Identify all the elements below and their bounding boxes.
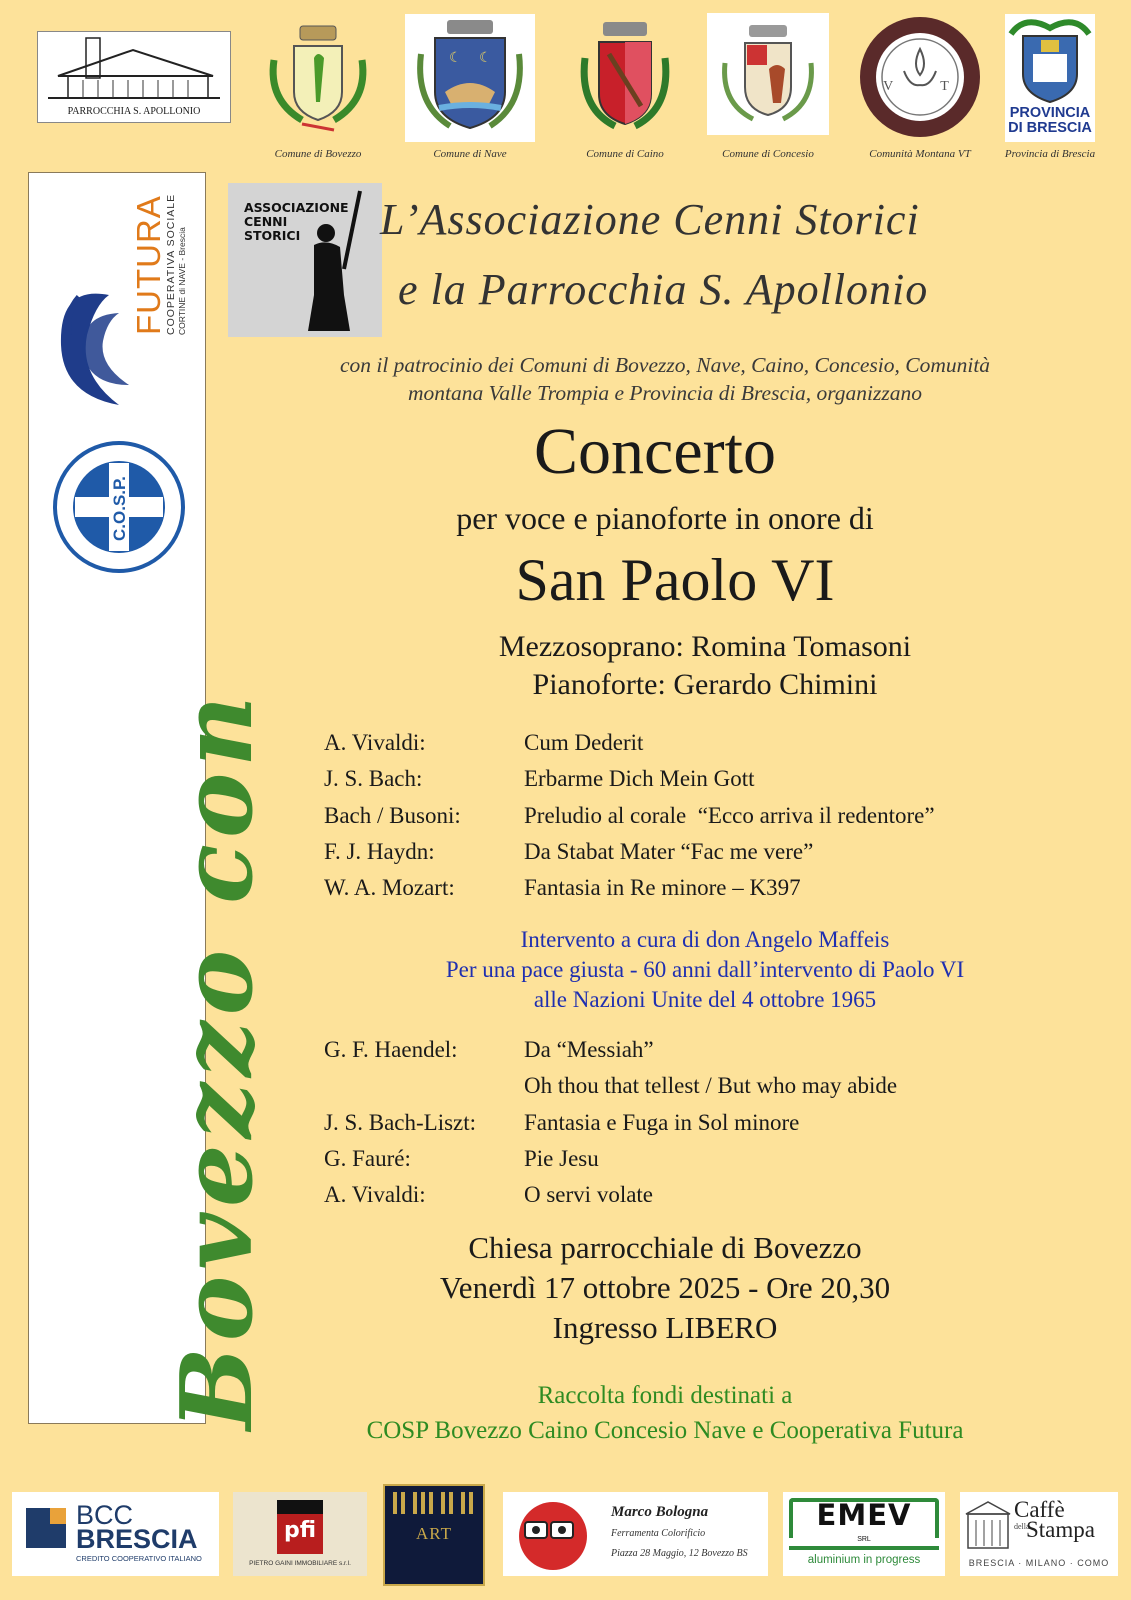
sponsor-caffe-stampa [960,1492,1118,1576]
emev-name: EMEV [816,1498,912,1532]
soldier-silhouette-icon [228,183,382,337]
piano-keys-icon [385,1492,483,1522]
title-line-2: e la Parrocchia S. Apollonio [398,265,929,314]
concert-heading: Concerto [534,415,776,488]
crest-nave [405,14,535,142]
church-icon [38,32,230,104]
sponsor-bcc-brescia [12,1492,219,1576]
bcc-sub: CREDITO COOPERATIVO ITALIANO [76,1554,202,1563]
art-name: ART [416,1524,452,1543]
program-row: J. S. Bach-Liszt: Fantasia e Fuga in Sol minore [324,1109,800,1135]
pfi-name: pfi [283,1518,317,1543]
concert-mezzo: Mezzosoprano: Romina Tomasoni [498,630,912,663]
patronage-line-1: con il patrocinio dei Comuni di Bovezzo, Nave, Caino, Concesio, Comunità [339,353,991,377]
caffe-name1: Caffè [1014,1497,1065,1522]
vt-letters: V T [883,79,971,94]
svg-text:☾: ☾ [479,51,492,66]
paint-bucket-icon [505,1492,597,1576]
bologna-sub1: Ferramenta Colorificio [611,1528,706,1539]
sponsor-pfi [233,1492,367,1576]
crest-concesio [707,13,829,135]
caffe-name2: della [1014,1522,1030,1531]
association-logo [228,183,382,337]
intervention-line-1: Intervento a cura di don Angelo Maffeis [520,927,890,952]
svg-text:☾: ☾ [449,51,462,66]
intervention-line-2: Per una pace giusta - 60 anni dall’intervento di Paolo VI [445,957,965,982]
crest-bovezzo [262,20,374,135]
event-date: Venerdì 17 ottobre 2025 - Ore 20,30 [439,1270,891,1305]
building-icon [964,1500,1012,1552]
crest-caption-provincia: Provincia di Brescia [1004,148,1096,160]
bcc-name1: BCC [76,1500,134,1530]
intervention-line-3: alle Nazioni Unite del 4 ottobre 1965 [533,987,877,1012]
event-entry: Ingresso LIBERO [552,1310,778,1345]
program-row: A. Vivaldi: Cum Dederit [324,730,644,755]
program-row: G. Fauré: Pie Jesu [324,1145,599,1171]
futura-logo [39,185,199,415]
crest-caino [575,18,675,138]
provincia-logo-text: PROVINCIA DI BRESCIA [1008,105,1092,136]
parish-logo-caption: PARROCCHIA S. APOLLONIO [67,106,201,117]
caffe-cities: BRESCIA · MILANO · COMO [968,1558,1110,1568]
program-row: A. Vivaldi: O servi volate [324,1182,654,1208]
emev-srl: SRL [857,1536,871,1543]
futura-sub2: CORTINE di NAVE - Brescia [177,227,187,335]
futura-sub1: COOPERATIVA SOCIALE [165,193,177,335]
program-row: G. F. Haendel: Da “Messiah” [324,1037,654,1062]
provincia-brescia-logo [1005,14,1095,142]
association-logo-text: ASSOCIAZIONE CENNI STORICI [244,200,349,243]
sponsor-art [383,1484,485,1586]
program-row: Oh thou that tellest / But who may abide [524,1073,898,1099]
crest-caption-caino: Comune di Caino [586,148,664,160]
fundraising-line-1: Raccolta fondi destinati a [537,1382,793,1409]
caffe-name3: Stampa [1026,1517,1095,1542]
event-place: Chiesa parrocchiale di Bovezzo [468,1230,862,1265]
sponsor-marco-bologna [503,1492,768,1576]
program-row: W. A. Mozart: Fantasia in Re minore – K397 [324,875,801,901]
concert-piano: Pianoforte: Gerardo Chimini [532,668,878,701]
crest-caption-concesio: Comune di Concesio [722,148,814,160]
crest-caption-bovezzo: Comune di Bovezzo [274,148,362,160]
concert-subheading: per voce e pianoforte in onore di [456,500,874,536]
patronage-line-2: montana Valle Trompia e Provincia di Brescia, organizzano [408,381,922,405]
parish-logo [37,31,231,123]
bologna-name: Marco Bologna [611,1504,709,1520]
emev-tagline: aluminium in progress [807,1554,921,1566]
futura-name: FUTURA [130,195,167,335]
fundraising-line-2: COSP Bovezzo Caino Concesio Nave e Cooperativa Futura [366,1417,964,1444]
program-part2 [324,1037,897,1218]
program-row: F. J. Haydn: Da Stabat Mater “Fac me vere” [324,838,814,864]
sidebar-vertical-title: Bovezzo con [160,689,275,1430]
program-part1 [324,730,935,911]
crest-caption-comunita: Comunità Montana VT [869,148,971,160]
program-row: J. S. Bach: Erbarme Dich Mein Gott [324,766,755,792]
concert-honoree: San Paolo VI [515,547,835,613]
bologna-sub2: Piazza 28 Maggio, 12 Bovezzo BS [611,1548,748,1559]
pfi-sub: PIETRO GAINI IMMOBILIARE s.r.l. [249,1560,351,1567]
program-row: Bach / Busoni: Preludio al corale “Ecco arriva il redentore” [324,802,935,828]
bcc-name2: BRESCIA [76,1524,198,1554]
comunita-montana-logo [858,15,982,139]
title-line-1: L’Associazione Cenni Storici [380,195,920,244]
crest-caption-nave: Comune di Nave [433,148,507,160]
sponsor-emev [783,1492,945,1576]
cosp-name: C.O.S.P. [110,476,129,541]
cosp-logo [53,441,185,573]
